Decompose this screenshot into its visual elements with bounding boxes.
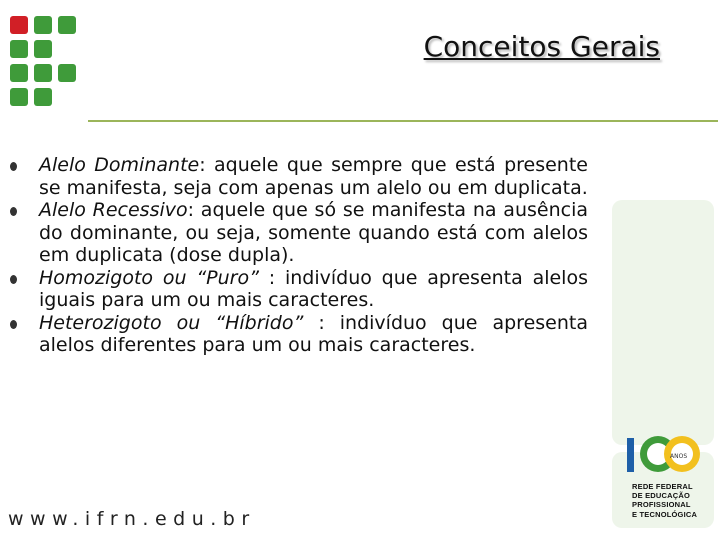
bullet-text [39, 312, 588, 357]
bullet-term: Alelo Recessivo [39, 199, 188, 221]
logo-square [10, 64, 28, 82]
bullet-icon [10, 207, 17, 216]
bullet-icon [10, 320, 17, 329]
decorative-panel [612, 200, 714, 445]
logo-square [10, 88, 28, 106]
list-item [10, 267, 588, 312]
logo-square [34, 64, 52, 82]
logo-square [58, 64, 76, 82]
badge-line: PROFISSIONAL [632, 500, 691, 510]
bullet-icon [10, 275, 17, 284]
bullet-definition: : aquele que sempre que está presente se manifesta, seja com apenas um alelo ou em duplicata. [39, 154, 588, 199]
logo-square [58, 16, 76, 34]
bullet-definition: : indivíduo que apresenta alelos diferentes para um ou mais caracteres. [39, 311, 588, 356]
bullet-term: Homozigoto ou “Puro” [39, 266, 259, 289]
bullet-term: Alelo Dominante [39, 154, 200, 176]
bullet-definition: : aquele que só se manifesta na ausência do dominante, ou seja, somente quando está com alelos em duplicata (dose dupla). [39, 199, 588, 266]
bullet-text [39, 267, 588, 312]
logo-square-red [10, 16, 28, 34]
svg-text:ANOS: ANOS [670, 453, 688, 460]
badge-line: DE EDUCAÇÃO [632, 491, 691, 501]
bullet-icon [10, 162, 17, 171]
logo-square [34, 40, 52, 58]
logo-square [34, 16, 52, 34]
list-item [10, 154, 588, 199]
title-divider [88, 120, 718, 122]
bullet-list [10, 154, 588, 357]
footer-url: www.ifrn.edu.br [8, 508, 256, 530]
badge-text [632, 482, 708, 519]
badge-line: E TECNOLÓGICA [632, 509, 698, 519]
list-item [10, 312, 588, 357]
bullet-term: Heterozigoto ou “Híbrido” [39, 311, 304, 334]
logo-square [34, 88, 52, 106]
page-title: Conceitos Gerais [423, 30, 660, 63]
bullet-definition: : indivíduo que apresenta alelos iguais para um ou mais caracteres. [39, 266, 588, 311]
list-item [10, 199, 588, 267]
bullet-text [39, 154, 588, 199]
bullet-text [39, 199, 588, 267]
badge-line: REDE FEDERAL [632, 482, 693, 491]
ifrn-logo-icon [10, 16, 80, 112]
logo-square [10, 40, 28, 58]
